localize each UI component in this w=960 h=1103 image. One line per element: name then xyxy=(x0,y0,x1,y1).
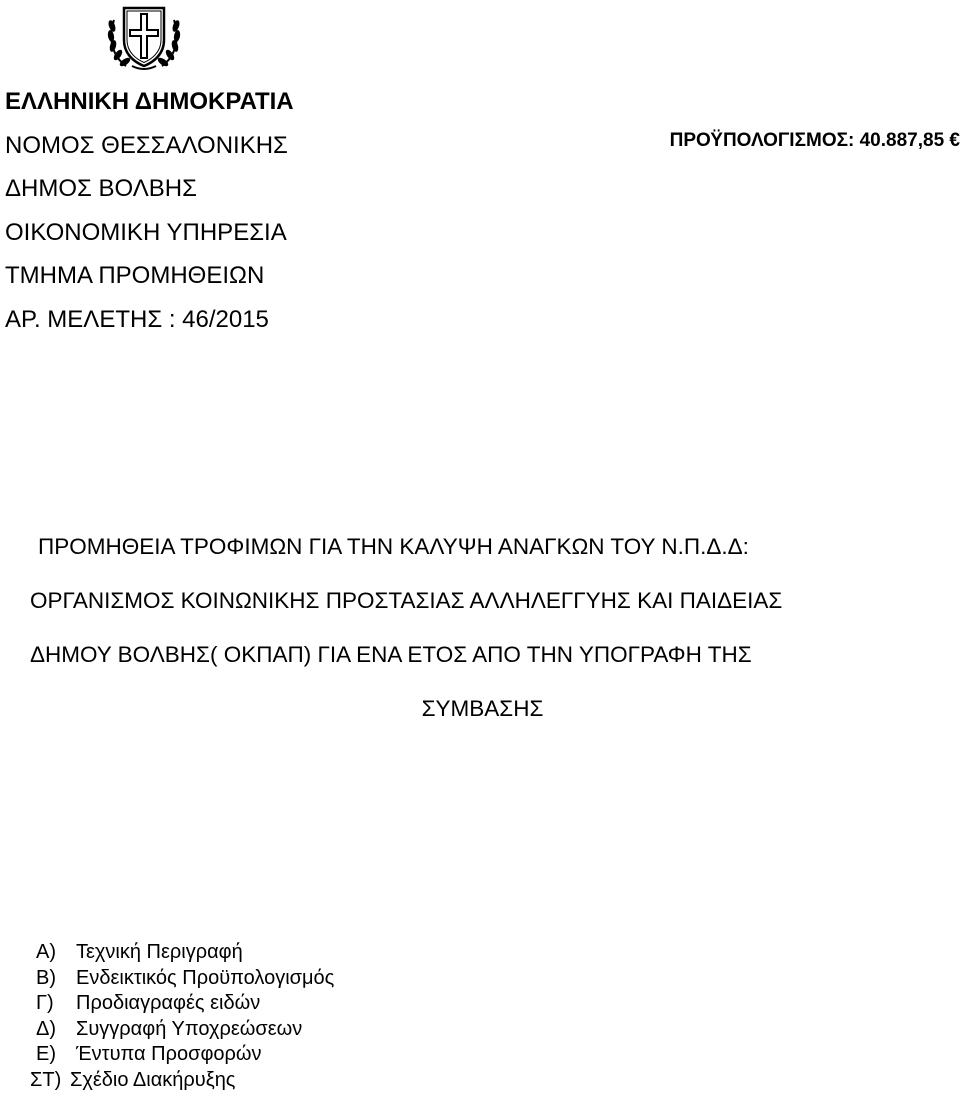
list-item-letter: Ε) xyxy=(36,1043,56,1065)
budget-label: ΠΡΟΫΠΟΛΟΓΙΣΜΟΣ: xyxy=(669,130,855,151)
title-line-3: ΔΗΜΟΥ ΒΟΛΒΗΣ( ΟΚΠΑΠ) ΓΙΑ ΕΝΑ ΕΤΟΣ ΑΠΟ ΤΗΝ ΥΠΟΓΡΑΦΗ ΤΗΣ xyxy=(30,642,752,667)
list-item-letter: ΣΤ) xyxy=(30,1068,62,1091)
list-item-text: Ενδεικτικός Προϋπολογισμός xyxy=(76,966,335,989)
list-item-text: Σχέδιο Διακήρυξης xyxy=(70,1068,236,1091)
contents-list xyxy=(30,940,334,1093)
list-item-letter: Δ) xyxy=(36,1017,57,1040)
list-item-text: Έντυπα Προσφορών xyxy=(76,1043,262,1065)
list-item xyxy=(30,940,334,966)
list-item-letter: Γ) xyxy=(36,992,54,1014)
document-title xyxy=(30,520,935,736)
list-item-letter: Β) xyxy=(36,966,56,989)
title-line-2: ΟΡΓΑΝΙΣΜΟΣ ΚΟΙΝΩΝΙΚΗΣ ΠΡΟΣΤΑΣΙΑΣ ΑΛΛΗΛΕΓΓΥΗΣ ΚΑΙ ΠΑΙΔΕΙΑΣ xyxy=(30,588,783,613)
header-department: ΟΙΚΟΝΟΜΙΚΗ ΥΠΗΡΕΣΙΑ xyxy=(5,218,287,246)
list-item-letter: Α) xyxy=(36,941,56,963)
header-section: ΤΜΗΜΑ ΠΡΟΜΗΘΕΙΩΝ xyxy=(5,262,265,289)
list-item-text: Προδιαγραφές ειδών xyxy=(76,992,261,1014)
list-item xyxy=(30,1068,334,1094)
list-item-text: Τεχνική Περιγραφή xyxy=(76,941,243,963)
title-line-4: ΣΥΜΒΑΣΗΣ xyxy=(421,696,544,721)
issuing-authority-header xyxy=(5,80,294,341)
budget-line xyxy=(670,126,960,156)
list-item xyxy=(30,1017,334,1043)
budget-currency: € xyxy=(949,130,960,151)
list-item-text: Συγγραφή Υποχρεώσεων xyxy=(76,1017,303,1040)
header-country: ΕΛΛΗΝΙΚΗ ΔΗΜΟΚΡΑΤΙΑ xyxy=(5,88,294,115)
list-item xyxy=(30,966,334,992)
greek-coat-of-arms-icon xyxy=(106,2,182,72)
list-item xyxy=(30,1042,334,1068)
budget-amount: 40.887,85 xyxy=(859,130,945,151)
header-municipality: ΔΗΜΟΣ ΒΟΛΒΗΣ xyxy=(5,175,197,202)
list-item xyxy=(30,991,334,1017)
header-study-number: ΑΡ. ΜΕΛΕΤΗΣ : 46/2015 xyxy=(5,305,269,333)
title-line-1: ΠΡΟΜΗΘΕΙΑ ΤΡΟΦΙΜΩΝ ΓΙΑ ΤΗΝ ΚΑΛΥΨΗ ΑΝΑΓΚΩΝ ΤΟΥ Ν.Π.Δ.Δ: xyxy=(38,534,749,559)
header-prefecture: ΝΟΜΟΣ ΘΕΣΣΑΛΟΝΙΚΗΣ xyxy=(5,131,288,159)
